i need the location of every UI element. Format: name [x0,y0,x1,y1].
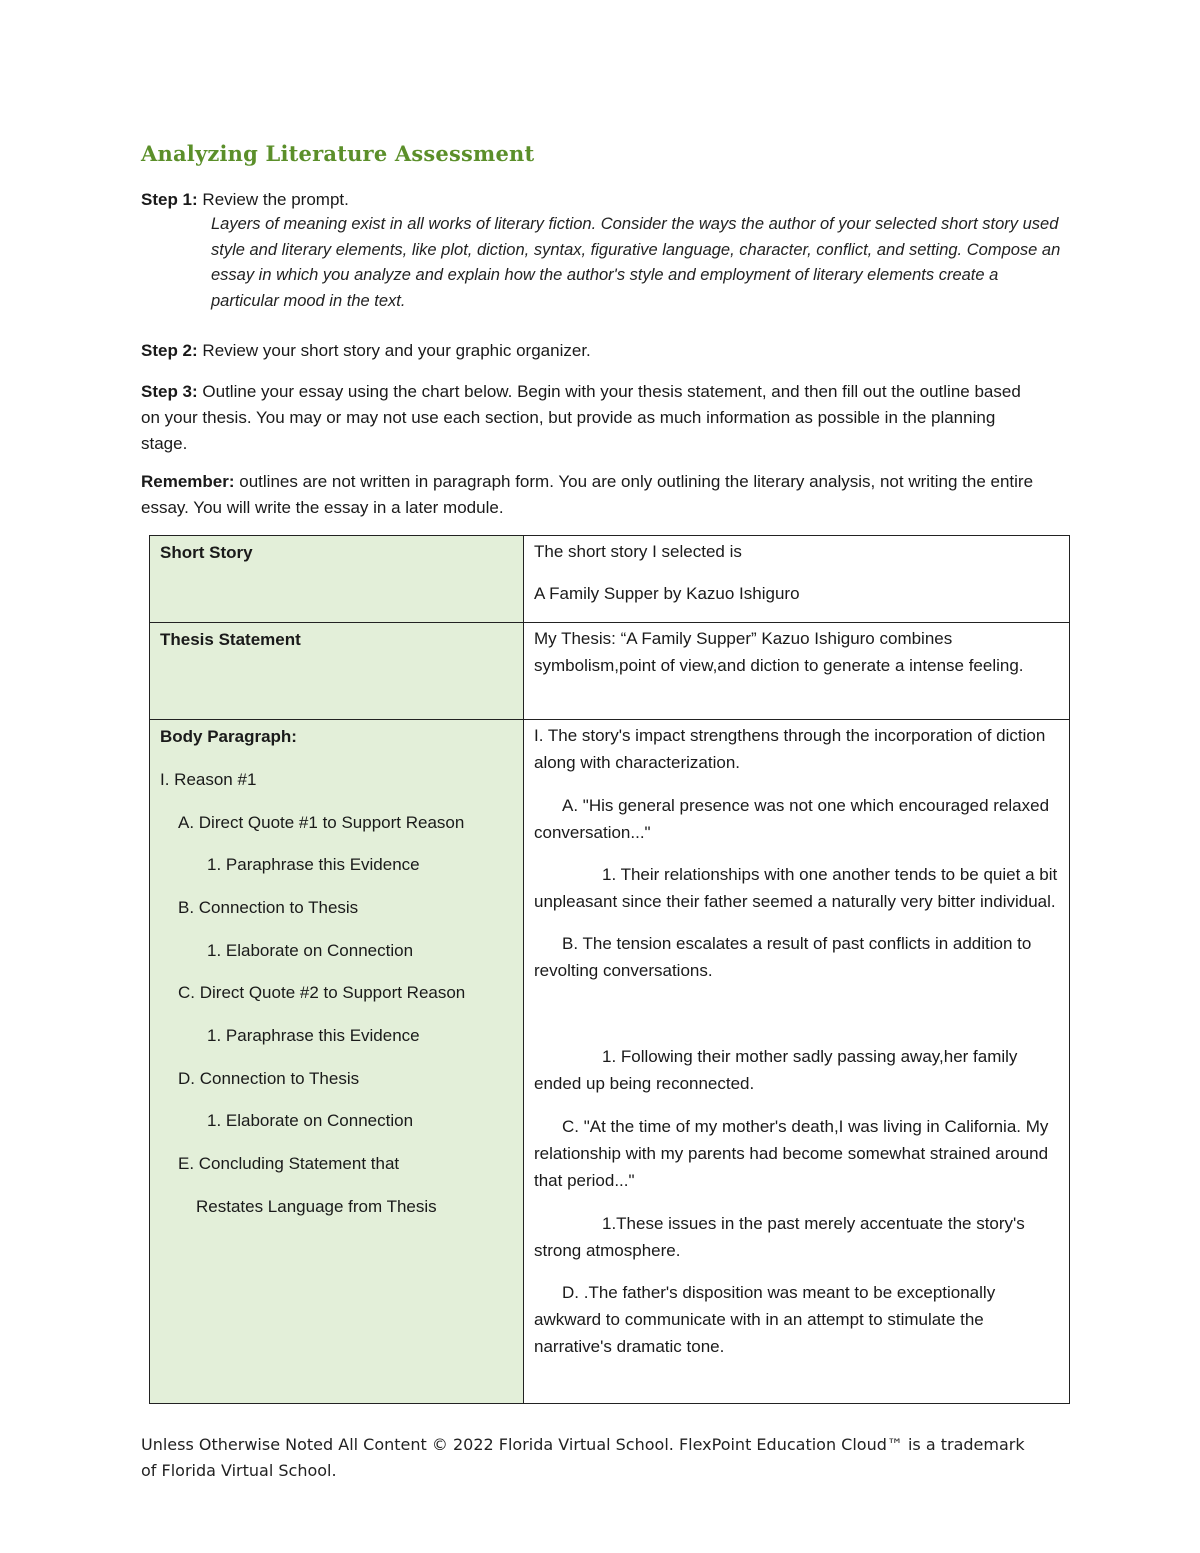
thesis-label-cell [150,623,524,720]
short-story-response-cell[interactable] [524,536,1070,623]
outline-item: 1. Elaborate on Connection [207,1111,414,1130]
outline-item: C. Direct Quote #2 to Support Reason [178,983,466,1002]
short-story-line-2: A Family Supper by Kazuo Ishiguro [534,584,800,603]
outline-item: I. Reason #1 [160,770,257,789]
response-paragraph: B. The tension escalates a result of past conflicts in addition to revolting conversations. [534,934,1032,980]
step-2 [141,338,1041,364]
outline-item: 1. Paraphrase this Evidence [207,1026,420,1045]
outline-item: D. Connection to Thesis [178,1069,360,1088]
copyright-footer: Unless Otherwise Noted All Content © 2022 Florida Virtual School. FlexPoint Education Cloud™ is a trademark of Florida Virtual School. [141,1435,1025,1480]
outline-item: 1. Paraphrase this Evidence [207,855,420,874]
response-paragraph: C. "At the time of my mother's death,I was living in California. My relationship with my parents had become somewhat strained around that period..." [534,1117,1049,1190]
body-paragraph-label: Body Paragraph: [160,727,297,746]
remember-label: Remember: [141,472,235,491]
essay-prompt: Layers of meaning exist in all works of literary fiction. Consider the ways the author of your selected short story used style and literary elements, like plot, diction, syntax, figurative language, character, conflict, and setting. Compose an essay in which you analyze and explain how the author's style and employment of literary elements create a particular mood in the text. [211,215,1061,310]
page-title: Analyzing Literature Assessment [141,141,535,166]
short-story-label-cell [150,536,524,623]
table-row-short-story [150,536,1070,623]
step-1-text: Review the prompt. [197,190,349,209]
body-label-cell [150,720,524,1404]
step-3-text: Outline your essay using the chart below. Begin with your thesis statement, and then fill out the outline based on your thesis. You may or may not use each section, but provide as much information as possible in the planning stage. [141,382,1021,453]
outline-item: Restates Language from Thesis [196,1197,437,1216]
step-1 [141,187,1041,213]
remember-note [141,469,1041,521]
remember-text: outlines are not written in paragraph form. You are only outlining the literary analysis, not writing the entire essay. You will write the essay in a later module. [141,472,1034,517]
response-paragraph: 1. Their relationships with one another tends to be quiet a bit unpleasant since their father seemed a naturally very bitter individual. [534,865,1058,911]
response-paragraph: I. The story's impact strengthens through the incorporation of diction along with characterization. [534,726,1046,772]
thesis-response-cell[interactable] [524,623,1070,720]
step-2-label: Step 2: [141,341,198,360]
outline-item: 1. Elaborate on Connection [207,941,414,960]
step-1-label: Step 1: [141,190,198,209]
outline-item: E. Concluding Statement that [178,1154,400,1173]
outline-item: B. Connection to Thesis [178,898,359,917]
thesis-text: My Thesis: “A Family Supper” Kazuo Ishiguro combines symbolism,point of view,and diction to generate a intense feeling. [534,629,1024,675]
response-paragraph: D. .The father's disposition was meant to be exceptionally awkward to communicate with in an attempt to stimulate the narrative's dramatic tone. [534,1283,996,1356]
step-2-text: Review your short story and your graphic organizer. [197,341,591,360]
step-3-label: Step 3: [141,382,198,401]
response-paragraph: 1. Following their mother sadly passing away,her family ended up being reconnected. [534,1047,1018,1093]
body-response-cell[interactable] [524,720,1070,1404]
outline-table [149,535,1070,1404]
thesis-label: Thesis Statement [160,630,301,649]
response-paragraph: 1.These issues in the past merely accentuate the story's strong atmosphere. [534,1214,1025,1260]
short-story-label: Short Story [160,543,253,562]
table-row-body [150,720,1070,1404]
outline-item: A. Direct Quote #1 to Support Reason [178,813,465,832]
step-3 [141,379,1041,457]
table-row-thesis [150,623,1070,720]
response-paragraph: A. "His general presence was not one which encouraged relaxed conversation..." [534,796,1050,842]
short-story-line-1: The short story I selected is [534,542,742,561]
